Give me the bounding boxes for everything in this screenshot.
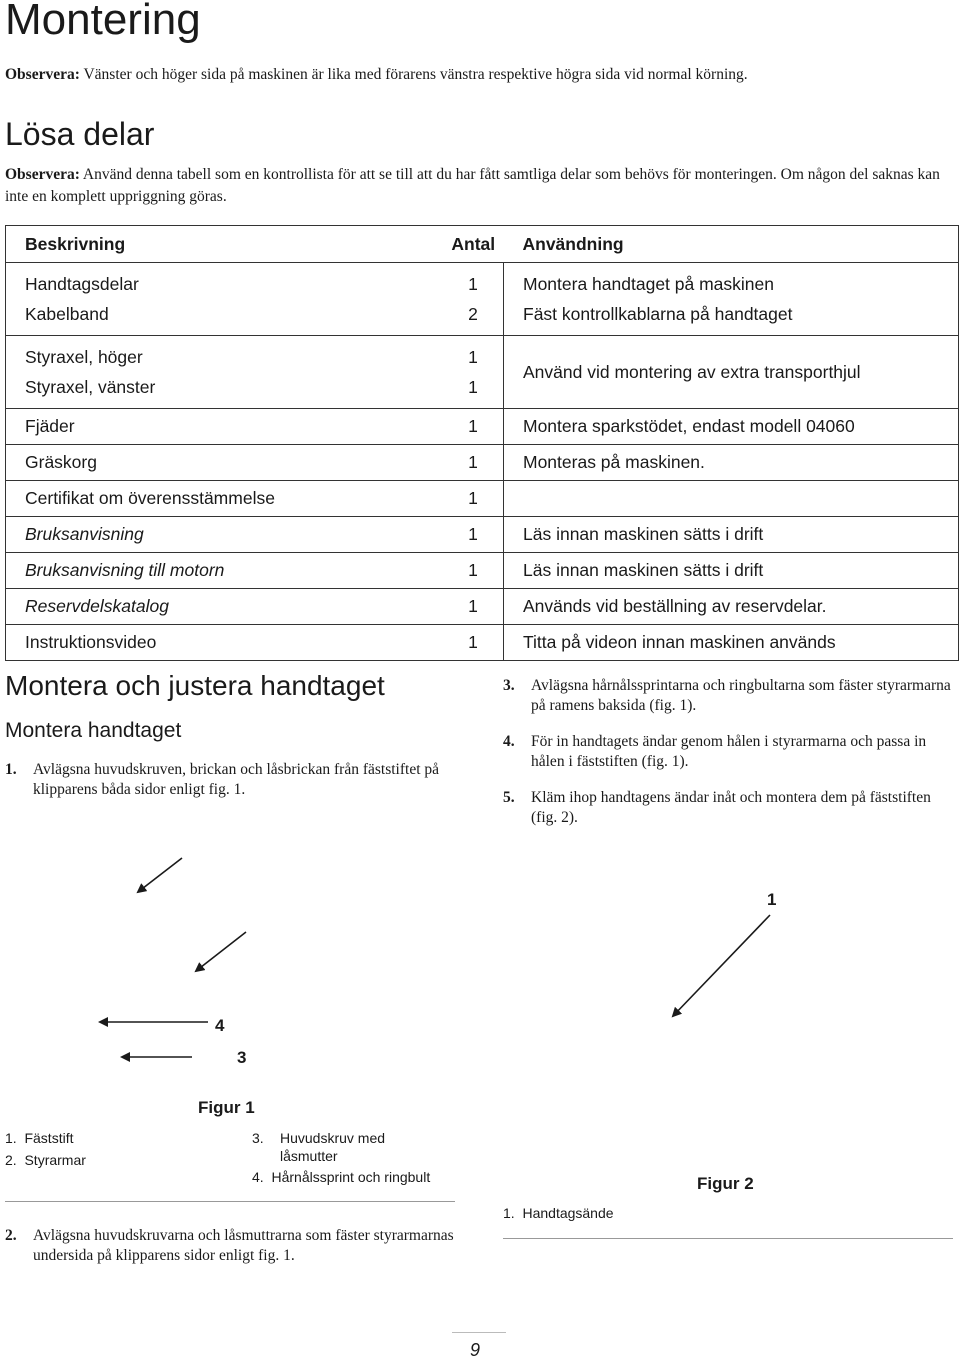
figure-1-drawing xyxy=(0,840,960,1080)
note-text: Vänster och höger sida på maskinen är lika med förarens vänstra respektive högra sida vid normal körning. xyxy=(79,66,748,83)
legend-text: Fäststift xyxy=(24,1130,74,1146)
legend-item xyxy=(5,1129,73,1147)
table-row xyxy=(6,517,959,553)
callout-number: 4 xyxy=(215,1016,225,1035)
legend-text: Huvudskruv med låsmutter xyxy=(280,1130,386,1164)
note-text: Använd denna tabell som en kontrollista för att se till att du har fått samtliga delar som behövs för monteringen. Om någon del saknas kan inte en komplett uppriggning göras. xyxy=(5,166,940,205)
step-5 xyxy=(503,788,953,828)
cell-quantity: 1 xyxy=(443,589,504,625)
legend-number: 1. xyxy=(5,1130,17,1146)
legend-item xyxy=(503,1204,614,1222)
page-number: 9 xyxy=(470,1340,481,1360)
cell-description: Kabelband xyxy=(6,299,444,336)
cell-description: Instruktionsvideo xyxy=(6,625,444,661)
table-row xyxy=(6,263,959,300)
legend-item xyxy=(252,1129,442,1165)
footer-divider xyxy=(452,1332,506,1333)
cell-usage: Montera sparkstödet, endast modell 04060 xyxy=(504,409,959,445)
legend-text: Styrarmar xyxy=(24,1152,86,1168)
cell-quantity: 1 xyxy=(443,409,504,445)
callout-arrow xyxy=(196,932,246,971)
step-number: 4. xyxy=(503,733,515,750)
cell-description: Bruksanvisning till motorn xyxy=(6,553,444,589)
cell-quantity: 1 xyxy=(443,336,504,373)
cell-usage: Läs innan maskinen sätts i drift xyxy=(504,553,959,589)
legend-number: 2. xyxy=(5,1152,17,1168)
cell-quantity: 1 xyxy=(443,625,504,661)
callout-number: 1 xyxy=(767,890,777,909)
cell-usage: Montera handtaget på maskinen xyxy=(504,263,959,300)
column-header-usage: Användning xyxy=(504,226,959,263)
cell-description: Certifikat om överensstämmelse xyxy=(6,481,444,517)
table-row xyxy=(6,481,959,517)
step-number: 1. xyxy=(5,761,17,778)
cell-usage: Titta på videon innan maskinen används xyxy=(504,625,959,661)
cell-description: Bruksanvisning xyxy=(6,517,444,553)
cell-usage: Används vid beställning av reservdelar. xyxy=(504,589,959,625)
cell-quantity: 1 xyxy=(443,372,504,409)
legend-text: Hårnålssprint och ringbult xyxy=(271,1169,431,1185)
cell-description: Handtagsdelar xyxy=(6,263,444,300)
step-text: Avlägsna huvudskruvarna och låsmuttrarna som fäster styrarmarnas undersida på klipparens sidor enligt fig. 1. xyxy=(33,1227,454,1264)
table-row xyxy=(6,625,959,661)
divider xyxy=(5,1201,455,1202)
table-row xyxy=(6,409,959,445)
table-row xyxy=(6,553,959,589)
legend-text: Handtagsände xyxy=(522,1205,614,1221)
legend-number: 1. xyxy=(503,1205,515,1221)
page-title: Montering xyxy=(5,0,201,44)
step-number: 3. xyxy=(503,677,515,694)
table-header-row xyxy=(6,226,959,263)
step-2 xyxy=(5,1226,460,1266)
legend-number: 4. xyxy=(252,1169,264,1185)
callout-number: 3 xyxy=(237,1048,247,1067)
step-text: Kläm ihop handtagens ändar inåt och montera dem på fäststiften (fig. 2). xyxy=(531,789,931,826)
table-row xyxy=(6,299,959,336)
step-3 xyxy=(503,676,953,716)
step-text: Avlägsna huvudskruven, brickan och låsbrickan från fäststiftet på klipparens båda sidor enligt fig. 1. xyxy=(33,761,440,798)
figure-2-label: Figur 2 xyxy=(697,1174,754,1193)
column-header-quantity: Antal xyxy=(443,226,504,263)
cell-description: Gräskorg xyxy=(6,445,444,481)
step-number: 5. xyxy=(503,789,515,806)
callout-arrow xyxy=(673,915,770,1016)
cell-description: Styraxel, vänster xyxy=(6,372,444,409)
figure-1-label: Figur 1 xyxy=(198,1098,255,1117)
cell-quantity: 1 xyxy=(443,481,504,517)
parts-table xyxy=(5,225,959,661)
cell-usage: Monteras på maskinen. xyxy=(504,445,959,481)
table-row xyxy=(6,445,959,481)
cell-description: Reservdelskatalog xyxy=(6,589,444,625)
cell-usage xyxy=(504,481,959,517)
cell-quantity: 1 xyxy=(443,553,504,589)
legend-item xyxy=(5,1151,86,1169)
step-number: 2. xyxy=(5,1227,17,1244)
step-1 xyxy=(5,760,445,800)
subheading-montera-handtaget: Montera handtaget xyxy=(5,719,182,742)
table-row xyxy=(6,336,959,373)
cell-usage: Använd vid montering av extra transporthjul xyxy=(504,336,959,409)
cell-description: Fjäder xyxy=(6,409,444,445)
table-row xyxy=(6,589,959,625)
note-label: Observera: xyxy=(5,66,80,83)
cell-quantity: 2 xyxy=(443,299,504,336)
step-4 xyxy=(503,732,953,772)
section-heading-losa-delar: Lösa delar xyxy=(5,116,155,152)
cell-quantity: 1 xyxy=(443,517,504,553)
cell-usage: Fäst kontrollkablarna på handtaget xyxy=(504,299,959,336)
note-label: Observera: xyxy=(5,166,80,183)
step-text: För in handtagets ändar genom hålen i styrarmarna och passa in hålen i fäststiften (fig. 1). xyxy=(531,733,927,770)
cell-quantity: 1 xyxy=(443,445,504,481)
legend-item xyxy=(252,1168,430,1186)
callout-arrow xyxy=(138,858,182,892)
column-header-description: Beskrivning xyxy=(6,226,444,263)
section-heading-montera-justera: Montera och justera handtaget xyxy=(5,670,385,701)
step-text: Avlägsna hårnålssprintarna och ringbultarna som fäster styrarmarna på ramens baksida (fig. 1). xyxy=(531,677,951,714)
cell-quantity: 1 xyxy=(443,263,504,300)
legend-number: 3. xyxy=(252,1130,264,1146)
note-losa-delar xyxy=(5,164,955,208)
divider xyxy=(503,1238,953,1239)
cell-usage: Läs innan maskinen sätts i drift xyxy=(504,517,959,553)
cell-description: Styraxel, höger xyxy=(6,336,444,373)
note-top xyxy=(5,64,955,86)
